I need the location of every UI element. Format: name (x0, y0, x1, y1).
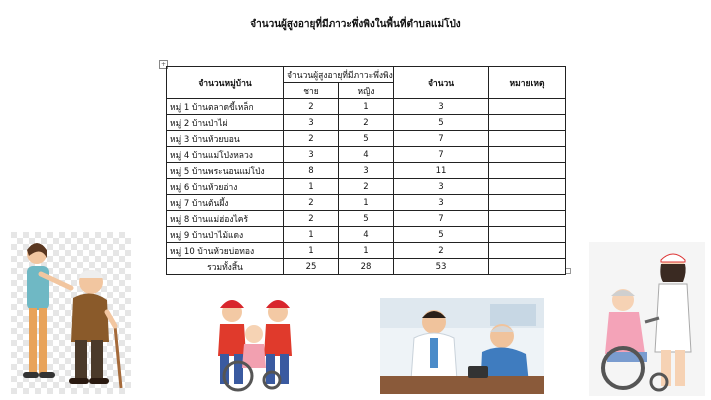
remark-cell (489, 99, 566, 115)
male-cell: 3 (284, 147, 339, 163)
table-row (167, 211, 566, 227)
header-remark: หมายเหตุ (489, 67, 566, 99)
page-title: จำนวนผู้สูงอายุที่มีภาวะพึ่งพิงในพื้นที่ตำบลแม่โป่ง (250, 19, 461, 30)
total-cell: 7 (394, 211, 489, 227)
summary-label: รวมทั้งสิ้น (167, 259, 284, 275)
male-cell: 3 (284, 115, 339, 131)
remark-cell (489, 131, 566, 147)
male-cell: 2 (284, 195, 339, 211)
female-cell: 2 (339, 179, 394, 195)
remark-cell (489, 259, 566, 275)
table-row (167, 163, 566, 179)
village-cell: หมู่ 10 บ้านห้วยบ่อทอง (167, 243, 284, 259)
female-cell: 1 (339, 243, 394, 259)
total-cell: 5 (394, 115, 489, 131)
female-cell: 5 (339, 211, 394, 227)
table-row (167, 99, 566, 115)
female-cell: 4 (339, 227, 394, 243)
village-cell: หมู่ 6 บ้านห้วยอ่าง (167, 179, 284, 195)
village-cell: หมู่ 5 บ้านพระนอนแม่โป่ง (167, 163, 284, 179)
doctor-blood-pressure-illustration (380, 298, 544, 394)
caregiver-walking-elder-illustration (11, 232, 131, 394)
table-row (167, 115, 566, 131)
total-cell: 2 (394, 243, 489, 259)
header-male: ชาย (284, 83, 339, 99)
total-cell: 5 (394, 227, 489, 243)
male-cell: 1 (284, 179, 339, 195)
male-cell: 2 (284, 99, 339, 115)
total-cell: 3 (394, 195, 489, 211)
male-cell: 2 (284, 131, 339, 147)
remark-cell (489, 179, 566, 195)
summary-male: 25 (284, 259, 339, 275)
remark-cell (489, 195, 566, 211)
table-move-handle-icon[interactable]: + (160, 61, 167, 68)
table-row (167, 131, 566, 147)
summary-female: 28 (339, 259, 394, 275)
male-cell: 2 (284, 211, 339, 227)
female-cell: 2 (339, 115, 394, 131)
header-female: หญิง (339, 83, 394, 99)
village-cell: หมู่ 9 บ้านป่าไม้แดง (167, 227, 284, 243)
elderly-table (166, 66, 566, 275)
header-count: จำนวน (394, 67, 489, 99)
village-cell: หมู่ 1 บ้านตลาดขี้เหล็ก (167, 99, 284, 115)
table-row (167, 179, 566, 195)
table-row (167, 147, 566, 163)
header-dependent: จำนวนผู้สูงอายุที่มีภาวะพึ่งพิง (284, 67, 394, 83)
table-row (167, 195, 566, 211)
remark-cell (489, 227, 566, 243)
table-row (167, 243, 566, 259)
nurse-wheelchair-illustration (589, 242, 705, 396)
village-cell: หมู่ 8 บ้านแม่ฮ่องไคร้ (167, 211, 284, 227)
volunteers-wheelchair-illustration (192, 290, 316, 394)
total-cell: 3 (394, 179, 489, 195)
village-cell: หมู่ 2 บ้านป่าไผ่ (167, 115, 284, 131)
summary-row (167, 259, 566, 275)
remark-cell (489, 115, 566, 131)
summary-total: 53 (394, 259, 489, 275)
total-cell: 3 (394, 99, 489, 115)
female-cell: 1 (339, 195, 394, 211)
female-cell: 3 (339, 163, 394, 179)
total-cell: 7 (394, 131, 489, 147)
remark-cell (489, 163, 566, 179)
female-cell: 4 (339, 147, 394, 163)
village-cell: หมู่ 7 บ้านต้นผึ้ง (167, 195, 284, 211)
total-cell: 7 (394, 147, 489, 163)
remark-cell (489, 243, 566, 259)
village-cell: หมู่ 3 บ้านห้วยบอน (167, 131, 284, 147)
female-cell: 1 (339, 99, 394, 115)
header-village: จำนวนหมู่บ้าน (167, 67, 284, 99)
total-cell: 11 (394, 163, 489, 179)
remark-cell (489, 211, 566, 227)
village-cell: หมู่ 4 บ้านแม่โป่งหลวง (167, 147, 284, 163)
female-cell: 5 (339, 131, 394, 147)
male-cell: 1 (284, 227, 339, 243)
table-row (167, 227, 566, 243)
male-cell: 1 (284, 243, 339, 259)
male-cell: 8 (284, 163, 339, 179)
remark-cell (489, 147, 566, 163)
